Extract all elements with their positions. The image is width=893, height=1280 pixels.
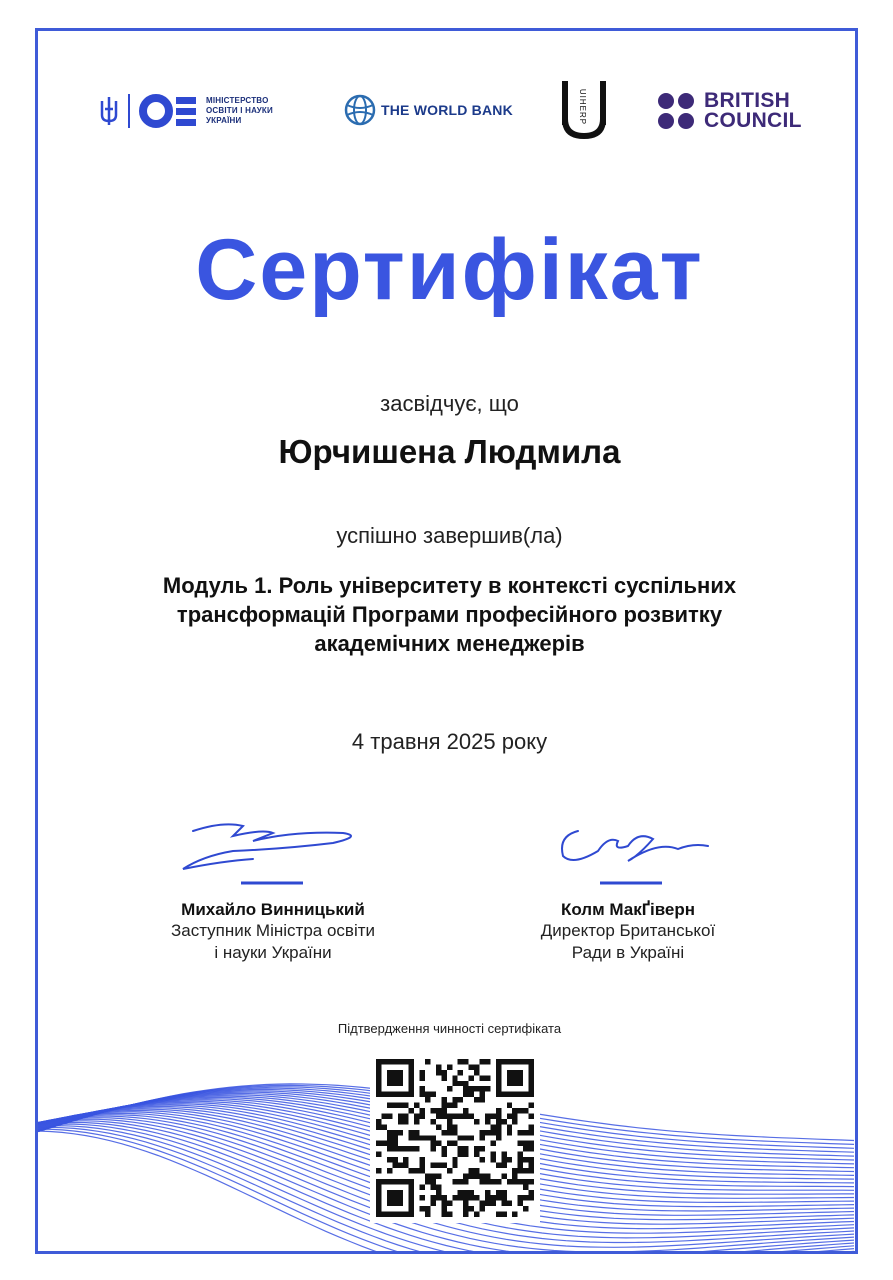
course-title bbox=[38, 571, 858, 658]
uiherp-logo bbox=[558, 79, 610, 143]
signatory-title: Ради в Україні bbox=[571, 943, 685, 962]
signatory-title: і науки України bbox=[214, 943, 332, 962]
completed-text: успішно завершив(ла) bbox=[336, 523, 563, 548]
signatory-title: Заступник Міністра освіти bbox=[170, 921, 376, 940]
logos-row bbox=[38, 81, 858, 171]
recipient-name: Юрчишена Людмила bbox=[278, 433, 621, 470]
signatory-name: Михайло Винницький bbox=[181, 900, 365, 919]
british-council-dots-icon bbox=[656, 91, 700, 131]
british-council-logo bbox=[656, 91, 802, 131]
course-line: академічних менеджерів bbox=[314, 631, 585, 656]
signatory-title: Директор Британської bbox=[540, 921, 716, 940]
globe-icon bbox=[343, 93, 377, 127]
ministry-line: ОСВІТИ І НАУКИ bbox=[206, 106, 273, 115]
ministry-logo bbox=[98, 91, 273, 131]
world-bank-name: THE WORLD BANK bbox=[381, 102, 513, 118]
course-line: Модуль 1. Роль університету в контексті суспільних bbox=[162, 573, 737, 598]
signature-left-icon bbox=[163, 811, 383, 891]
world-bank-logo bbox=[343, 93, 513, 127]
signatory-left bbox=[133, 811, 413, 964]
signature-right-icon bbox=[518, 811, 738, 891]
signatory-name: Колм МакҐіверн bbox=[560, 900, 696, 919]
course-line: трансформацій Програми професійного розвитку bbox=[176, 602, 723, 627]
certifies-text: засвідчує, що bbox=[380, 391, 519, 416]
verification-label: Підтвердження чинності сертифіката bbox=[337, 1021, 562, 1036]
ministry-logo-icon bbox=[138, 91, 200, 131]
british-council-name bbox=[704, 91, 802, 131]
uiherp-logo-icon bbox=[558, 79, 610, 143]
qr-code[interactable] bbox=[370, 1053, 540, 1223]
certificate-frame bbox=[35, 28, 858, 1254]
trident-icon bbox=[98, 95, 120, 127]
uiherp-name: UIHERP bbox=[578, 88, 587, 126]
certificate-title: Сертифікат bbox=[195, 222, 704, 318]
qr-code-icon bbox=[376, 1059, 534, 1217]
bc-line: BRITISH bbox=[704, 89, 791, 112]
bc-line: COUNCIL bbox=[704, 109, 802, 132]
ministry-name bbox=[206, 96, 273, 126]
signatory-right bbox=[488, 811, 768, 964]
issue-date: 4 травня 2025 року bbox=[351, 729, 548, 754]
ministry-line: УКРАЇНИ bbox=[206, 116, 242, 125]
ministry-line: МІНІСТЕРСТВО bbox=[206, 96, 269, 105]
